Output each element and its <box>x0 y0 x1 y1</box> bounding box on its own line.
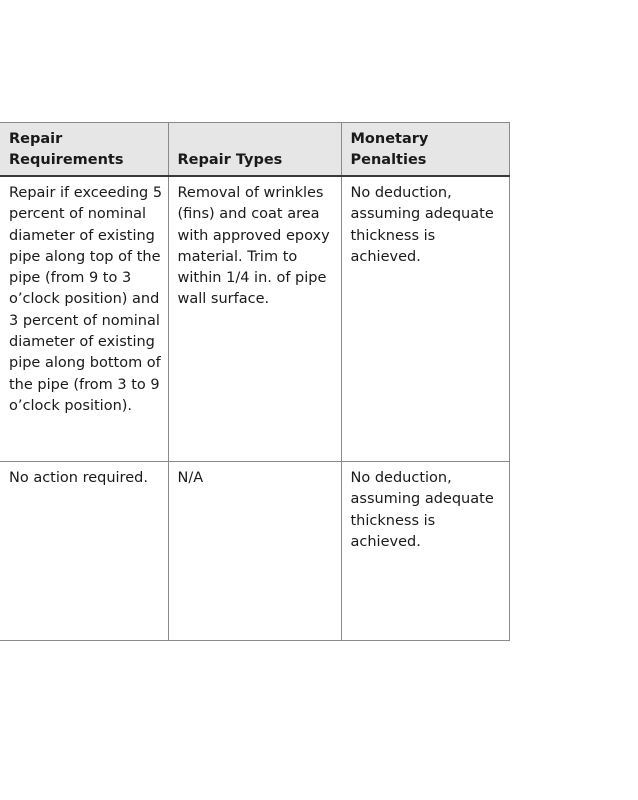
table-body <box>0 176 509 641</box>
cell-repair-types: N/A <box>168 462 341 641</box>
cell-repair-requirements: Repair if exceeding 5 percent of nominal diameter of existing pipe along top of the pipe (from 9 to 3 o’clock position) and 3 percent of nominal diameter of existing pipe along bottom of the pipe (from 3 to 9 o’clock position). <box>0 176 168 462</box>
cell-monetary-penalties: No deduction, assuming adequate thickness is achieved. <box>341 462 509 641</box>
cell-repair-types: Removal of wrinkles (fins) and coat area with approved epoxy material. Trim to within 1/4 in. of pipe wall surface. <box>168 176 341 462</box>
header-repair-requirements: Repair Requirements <box>0 123 168 177</box>
table-header <box>0 123 509 177</box>
header-monetary-penalties: Monetary Penalties <box>341 123 509 177</box>
repair-requirements-table <box>0 122 510 641</box>
table-row <box>0 176 509 462</box>
cell-monetary-penalties: No deduction, assuming adequate thickness is achieved. <box>341 176 509 462</box>
table-row <box>0 462 509 641</box>
cell-repair-requirements: No action required. <box>0 462 168 641</box>
header-repair-types: Repair Types <box>168 123 341 177</box>
header-row <box>0 123 509 177</box>
